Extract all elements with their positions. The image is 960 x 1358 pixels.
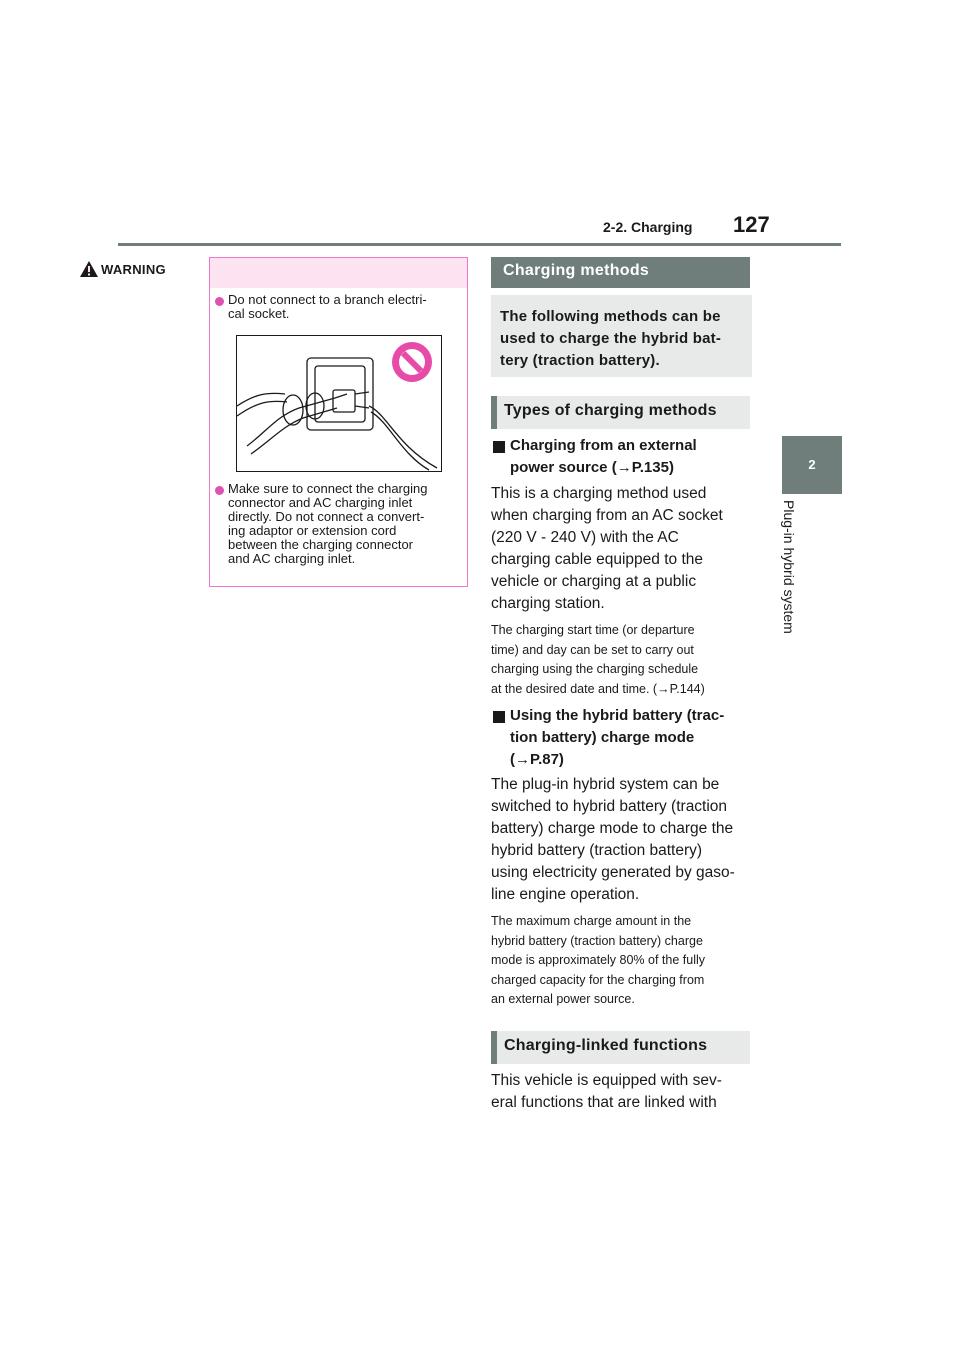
text-line: Using the hybrid battery (trac-: [510, 707, 725, 724]
text-line: The charging start time (or departure: [491, 623, 695, 637]
text-line: The plug-in hybrid system can be: [491, 776, 720, 793]
header-rule: [118, 243, 841, 246]
section-title: 2-2. Charging: [603, 219, 693, 235]
warning-title: WARNING: [101, 262, 166, 277]
text-line: Make sure to connect the charging: [228, 481, 428, 496]
text-line: Charging from an external: [510, 437, 697, 454]
bullet-icon: [215, 486, 224, 495]
text-line: cal socket.: [228, 306, 290, 321]
charging-methods-heading: [491, 257, 750, 288]
text-line: The following methods can be: [500, 308, 721, 325]
text-line: when charging from an AC socket: [491, 507, 723, 524]
heading-accent: [491, 1031, 497, 1064]
linked-functions-body: [491, 1070, 722, 1114]
text-line: ing adaptor or extension cord: [228, 523, 397, 538]
text-line: (220 V - 240 V) with the AC: [491, 529, 679, 546]
text-line: used to charge the hybrid bat-: [500, 330, 722, 347]
charge-mode-heading: [510, 705, 724, 771]
page-number: 127: [733, 212, 770, 237]
text-line: time) and day can be set to carry out: [491, 642, 694, 657]
heading-accent: [491, 396, 497, 429]
types-heading: [491, 396, 750, 429]
text-line: charging using the charging schedule: [491, 662, 699, 676]
text-line: an external power source.: [491, 992, 635, 1006]
external-source-body: [491, 483, 723, 615]
charge-mode-body: [491, 774, 735, 906]
text-line: tery (traction battery).: [500, 352, 660, 369]
text-line: connector and AC charging inlet: [228, 495, 413, 510]
square-bullet-icon: [493, 441, 505, 453]
text-line: line engine operation.: [491, 886, 640, 903]
plug-socket-illustration: [236, 335, 442, 472]
text-line: (→P.87): [510, 751, 564, 768]
linked-functions-heading: [491, 1031, 750, 1064]
external-source-note: [491, 621, 705, 699]
chapter-title-vertical: [781, 500, 821, 660]
text-line: switched to hybrid battery (traction: [491, 798, 728, 815]
square-bullet-icon: [493, 711, 505, 723]
heading-text: Charging methods: [503, 262, 650, 279]
intro-text: [500, 306, 721, 372]
text-line: This is a charging method used: [491, 485, 707, 502]
text-line: and AC charging inlet.: [228, 551, 356, 566]
text-line: charging cable equipped to the: [491, 551, 703, 568]
text-line: using electricity generated by gaso-: [491, 864, 735, 881]
bullet-icon: [215, 297, 224, 306]
chapter-tab: 2: [782, 436, 842, 494]
heading-text: Charging-linked functions: [504, 1037, 708, 1054]
text-line: Do not connect to a branch electri-: [228, 292, 427, 307]
text-line: This vehicle is equipped with sev-: [491, 1072, 722, 1089]
chapter-title-text: Plug-in hybrid system: [781, 500, 797, 634]
text-line: hybrid battery (traction battery) charge: [491, 933, 703, 948]
text-line: charging station.: [491, 595, 605, 612]
text-line: The maximum charge amount in the: [491, 914, 692, 928]
text-line: directly. Do not connect a convert-: [228, 509, 425, 524]
warning-item-1: [228, 293, 427, 321]
text-line: at the desired date and time. (→P.144): [491, 681, 705, 696]
warning-triangle-icon: [79, 260, 99, 278]
external-source-heading: [510, 435, 697, 479]
text-line: eral functions that are linked with: [491, 1094, 717, 1111]
text-line: hybrid battery (traction battery): [491, 842, 703, 859]
plug-drawing: [237, 336, 441, 471]
warning-header: [210, 258, 467, 288]
intro-box: [491, 295, 752, 377]
text-line: tion battery) charge mode: [510, 729, 695, 746]
text-line: power source (→P.135): [510, 459, 674, 476]
warning-item-2: [228, 482, 427, 566]
heading-text: Types of charging methods: [504, 402, 717, 419]
text-line: vehicle or charging at a public: [491, 573, 697, 590]
charge-mode-note: [491, 912, 705, 1010]
text-line: battery) charge mode to charge the: [491, 820, 734, 837]
text-line: mode is approximately 80% of the fully: [491, 953, 705, 967]
text-line: between the charging connector: [228, 537, 414, 552]
text-line: charged capacity for the charging from: [491, 972, 705, 987]
